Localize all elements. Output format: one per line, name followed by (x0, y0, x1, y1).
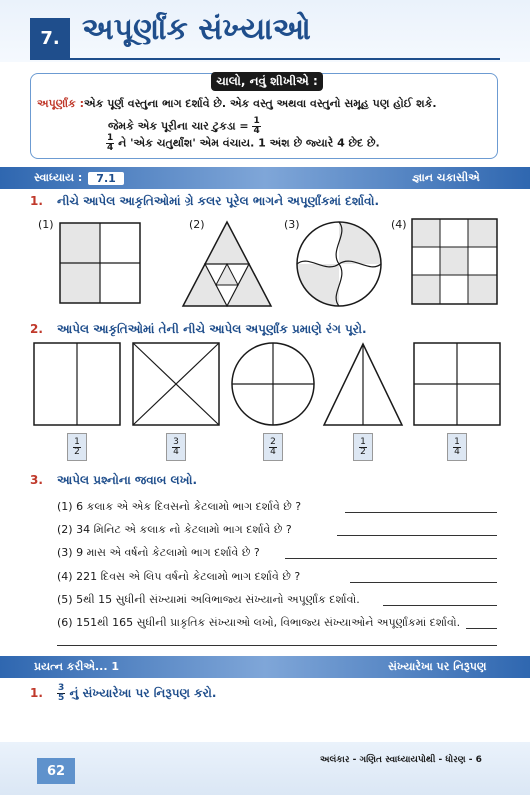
q2-figure-2[interactable] (132, 342, 220, 426)
figure-4-grid (411, 218, 499, 306)
p1-text: નું સંખ્યારેખા પર નિરૂપણ કરો. (69, 686, 217, 700)
q2-figure-5[interactable] (413, 342, 501, 426)
swadhyay-right: જ્ઞાન ચકાસીએ (412, 171, 480, 184)
figure-2-triangle (181, 220, 273, 308)
chapter-number: 7. (30, 18, 70, 58)
reading-line (106, 134, 380, 153)
page-number: 62 (37, 758, 75, 784)
answer-line-3[interactable] (285, 558, 497, 559)
q2-figure-4[interactable] (322, 342, 404, 426)
figure-label-3: (3) (284, 218, 300, 231)
figure-label-4: (4) (391, 218, 407, 231)
answer-line-4[interactable] (350, 582, 497, 583)
definition-label: અપૂર્ણાંક : (37, 97, 85, 110)
p1-fraction: $\frac{3}{5}$ (58, 683, 65, 703)
chapter-title: અપૂર્ણાંક સંખ્યાઓ (82, 12, 311, 47)
learn-badge: ચાલો, નવું શીખીએ : (211, 72, 323, 91)
footer-text: અલંકાર - ગણિત સ્વાધ્યાયપોથી - ધોરણ - 6 (320, 755, 482, 765)
reading-text: ને 'એક ચતુર્થાંશ' એમ વંચાય. 1 અંશ છે જ્યારે 4 છેદ છે. (118, 136, 380, 150)
q3-item-3: (3) 9 માસ એ વર્ષનો કેટલામો ભાગ દર્શાવે છે ? (57, 546, 260, 559)
q3-item-2: (2) 34 મિનિટ એ કલાક નો કેટલામો ભાગ દર્શાવે છે ? (57, 523, 292, 536)
answer-line-7[interactable] (57, 645, 497, 646)
q1-text: નીચે આપેલ આકૃતિઓમાં ગ્રે કલર પૂરેલ ભાગને અપૂર્ણાંકમાં દર્શાવો. (57, 194, 380, 208)
answer-line-6[interactable] (466, 628, 497, 629)
q3-item-5: (5) 5થી 15 સુધીની સંખ્યામાં અવિભાજ્ય સંખ્યાનો અપૂર્ણાંક દર્શાવો. (57, 593, 360, 606)
definition-text: એક પૂર્ણ વસ્તુના ભાગ દર્શાવે છે. એક વસ્તુ અથવા વસ્તુનો સમૂહ પણ હોઈ શકે. (84, 97, 437, 110)
figure-1-square (59, 222, 143, 306)
q2-figure-1[interactable] (33, 342, 121, 426)
figure-label-2: (2) (189, 218, 205, 231)
reading-fraction: $\frac{1}{4}$ (107, 133, 114, 153)
q3-number: 3. (30, 473, 43, 487)
q3-item-6: (6) 151થી 165 સુધીની પ્રાકૃતિક સંખ્યાઓ લખો, વિભાજ્ય સંખ્યાઓને અપૂર્ણાંકમાં દર્શાવો. (57, 616, 461, 629)
q3-item-1: (1) 6 કલાક એ એક દિવસનો કેટલામો ભાગ દર્શાવે છે ? (57, 500, 302, 513)
q3-item-4: (4) 221 દિવસ એ લિપ વર્ષનો કેટલામો ભાગ દર્શાવે છે ? (57, 570, 301, 583)
q2-fraction-2: $\frac{3}{4}$ (166, 433, 186, 461)
answer-line-2[interactable] (337, 535, 497, 536)
q2-figure-3[interactable] (229, 342, 317, 426)
swadhyay-number: 7.1 (88, 172, 124, 185)
figure-3-circle (295, 220, 383, 308)
q2-number: 2. (30, 322, 43, 336)
practice-right: સંખ્યારેખા પર નિરૂપણ (388, 660, 487, 673)
q2-fraction-3: $\frac{2}{4}$ (263, 433, 283, 461)
answer-line-5[interactable] (383, 605, 497, 606)
header-divider (30, 58, 500, 60)
footer-bar (0, 742, 530, 795)
q2-fraction-4: $\frac{1}{2}$ (353, 433, 373, 461)
p1-line (57, 684, 216, 703)
q2-fraction-1: $\frac{1}{2}$ (67, 433, 87, 461)
q3-text: આપેલ પ્રશ્નોના જવાબ લખો. (57, 473, 198, 487)
example-fraction: $\frac{1}{4}$ (253, 116, 260, 136)
q2-text: આપેલ આકૃતિઓમાં તેની નીચે આપેલ અપૂર્ણાંક પ્રમાણે રંગ પૂરો. (57, 322, 367, 336)
figure-label-1: (1) (38, 218, 54, 231)
practice-label: પ્રયત્ન કરીએ... 1 (34, 660, 119, 673)
p1-number: 1. (30, 686, 43, 700)
example-text: જેમકે એક પૂરીના ચાર ટુકડા = (108, 119, 249, 133)
swadhyay-label: સ્વાધ્યાય : 7.1 (34, 171, 124, 185)
q2-fraction-5: $\frac{1}{4}$ (447, 433, 467, 461)
answer-line-1[interactable] (345, 512, 497, 513)
q1-number: 1. (30, 194, 43, 208)
